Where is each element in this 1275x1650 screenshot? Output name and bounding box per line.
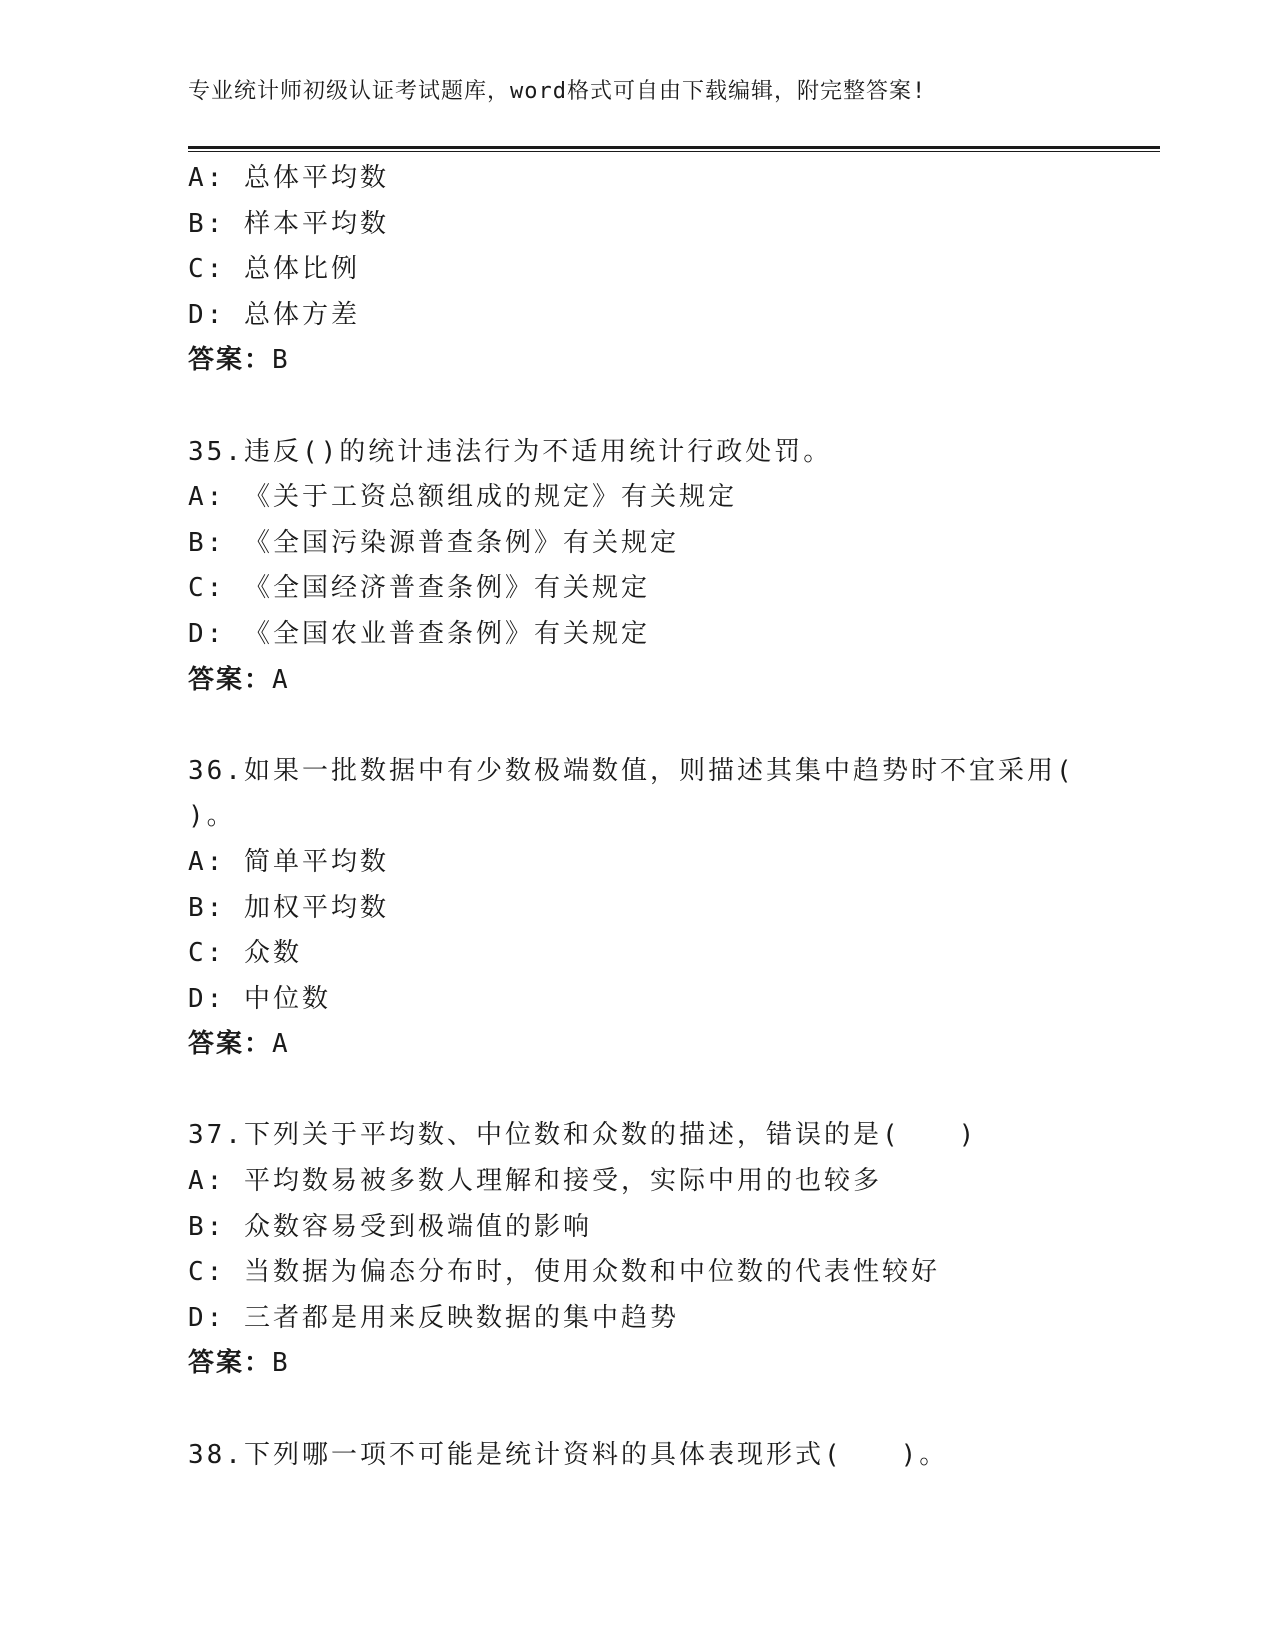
spacer — [188, 1387, 1108, 1433]
header-rule-thick — [188, 146, 1160, 149]
question-34-block — [188, 156, 1108, 384]
answer-line — [188, 1022, 1108, 1068]
option-a: A: 总体平均数 — [188, 163, 389, 193]
spacer — [188, 1068, 1108, 1114]
answer-label: 答案： — [188, 1348, 273, 1379]
answer-value: A — [272, 1029, 291, 1060]
option-a: A: 平均数易被多数人理解和接受，实际中用的也较多 — [188, 1166, 882, 1197]
answer-value: B — [272, 345, 291, 376]
option-d: D: 总体方差 — [188, 299, 360, 330]
answer-line — [188, 338, 1108, 384]
question-stem-line-1: 36.如果一批数据中有少数极端数值，则描述其集中趋势时不宜采用( — [188, 755, 1075, 786]
question-stem: 38.下列哪一项不可能是统计资料的具体表现形式( )。 — [188, 1439, 949, 1470]
option-c: C: 众数 — [188, 938, 302, 969]
question-36-block — [188, 749, 1108, 1068]
answer-line — [188, 1341, 1108, 1387]
answer-line — [188, 658, 1108, 704]
spacer — [188, 703, 1108, 749]
option-c: C: 《全国经济普查条例》有关规定 — [188, 573, 650, 604]
option-b: B: 众数容易受到极端值的影响 — [188, 1211, 592, 1242]
spacer — [188, 384, 1108, 430]
option-c: C: 当数据为偏态分布时，使用众数和中位数的代表性较好 — [188, 1257, 940, 1288]
question-stem: 37.下列关于平均数、中位数和众数的描述，错误的是( ) — [188, 1120, 978, 1151]
option-b: B: 《全国污染源普查条例》有关规定 — [188, 527, 679, 558]
page-header: 专业统计师初级认证考试题库，word格式可自由下载编辑，附完整答案! — [188, 79, 927, 104]
answer-label: 答案： — [188, 345, 273, 376]
option-d: D: 三者都是用来反映数据的集中趋势 — [188, 1302, 679, 1333]
question-38-block — [188, 1433, 1108, 1479]
option-a: A: 《关于工资总额组成的规定》有关规定 — [188, 482, 737, 513]
answer-label: 答案： — [188, 1029, 273, 1060]
document-body — [188, 156, 1108, 1478]
option-d: D: 中位数 — [188, 983, 331, 1014]
option-a: A: 简单平均数 — [188, 846, 389, 877]
header-rule-thin — [188, 151, 1160, 152]
option-b: B: 样本平均数 — [188, 208, 389, 239]
answer-label: 答案： — [188, 664, 273, 695]
question-stem-line-2: )。 — [188, 801, 236, 832]
option-b: B: 加权平均数 — [188, 892, 389, 923]
answer-value: B — [272, 1348, 291, 1379]
question-37-block — [188, 1113, 1108, 1387]
question-stem: 35.违反()的统计违法行为不适用统计行政处罚。 — [188, 436, 833, 467]
question-35-block — [188, 430, 1108, 704]
answer-value: A — [272, 664, 291, 695]
option-c: C: 总体比例 — [188, 254, 360, 285]
option-d: D: 《全国农业普查条例》有关规定 — [188, 618, 650, 649]
